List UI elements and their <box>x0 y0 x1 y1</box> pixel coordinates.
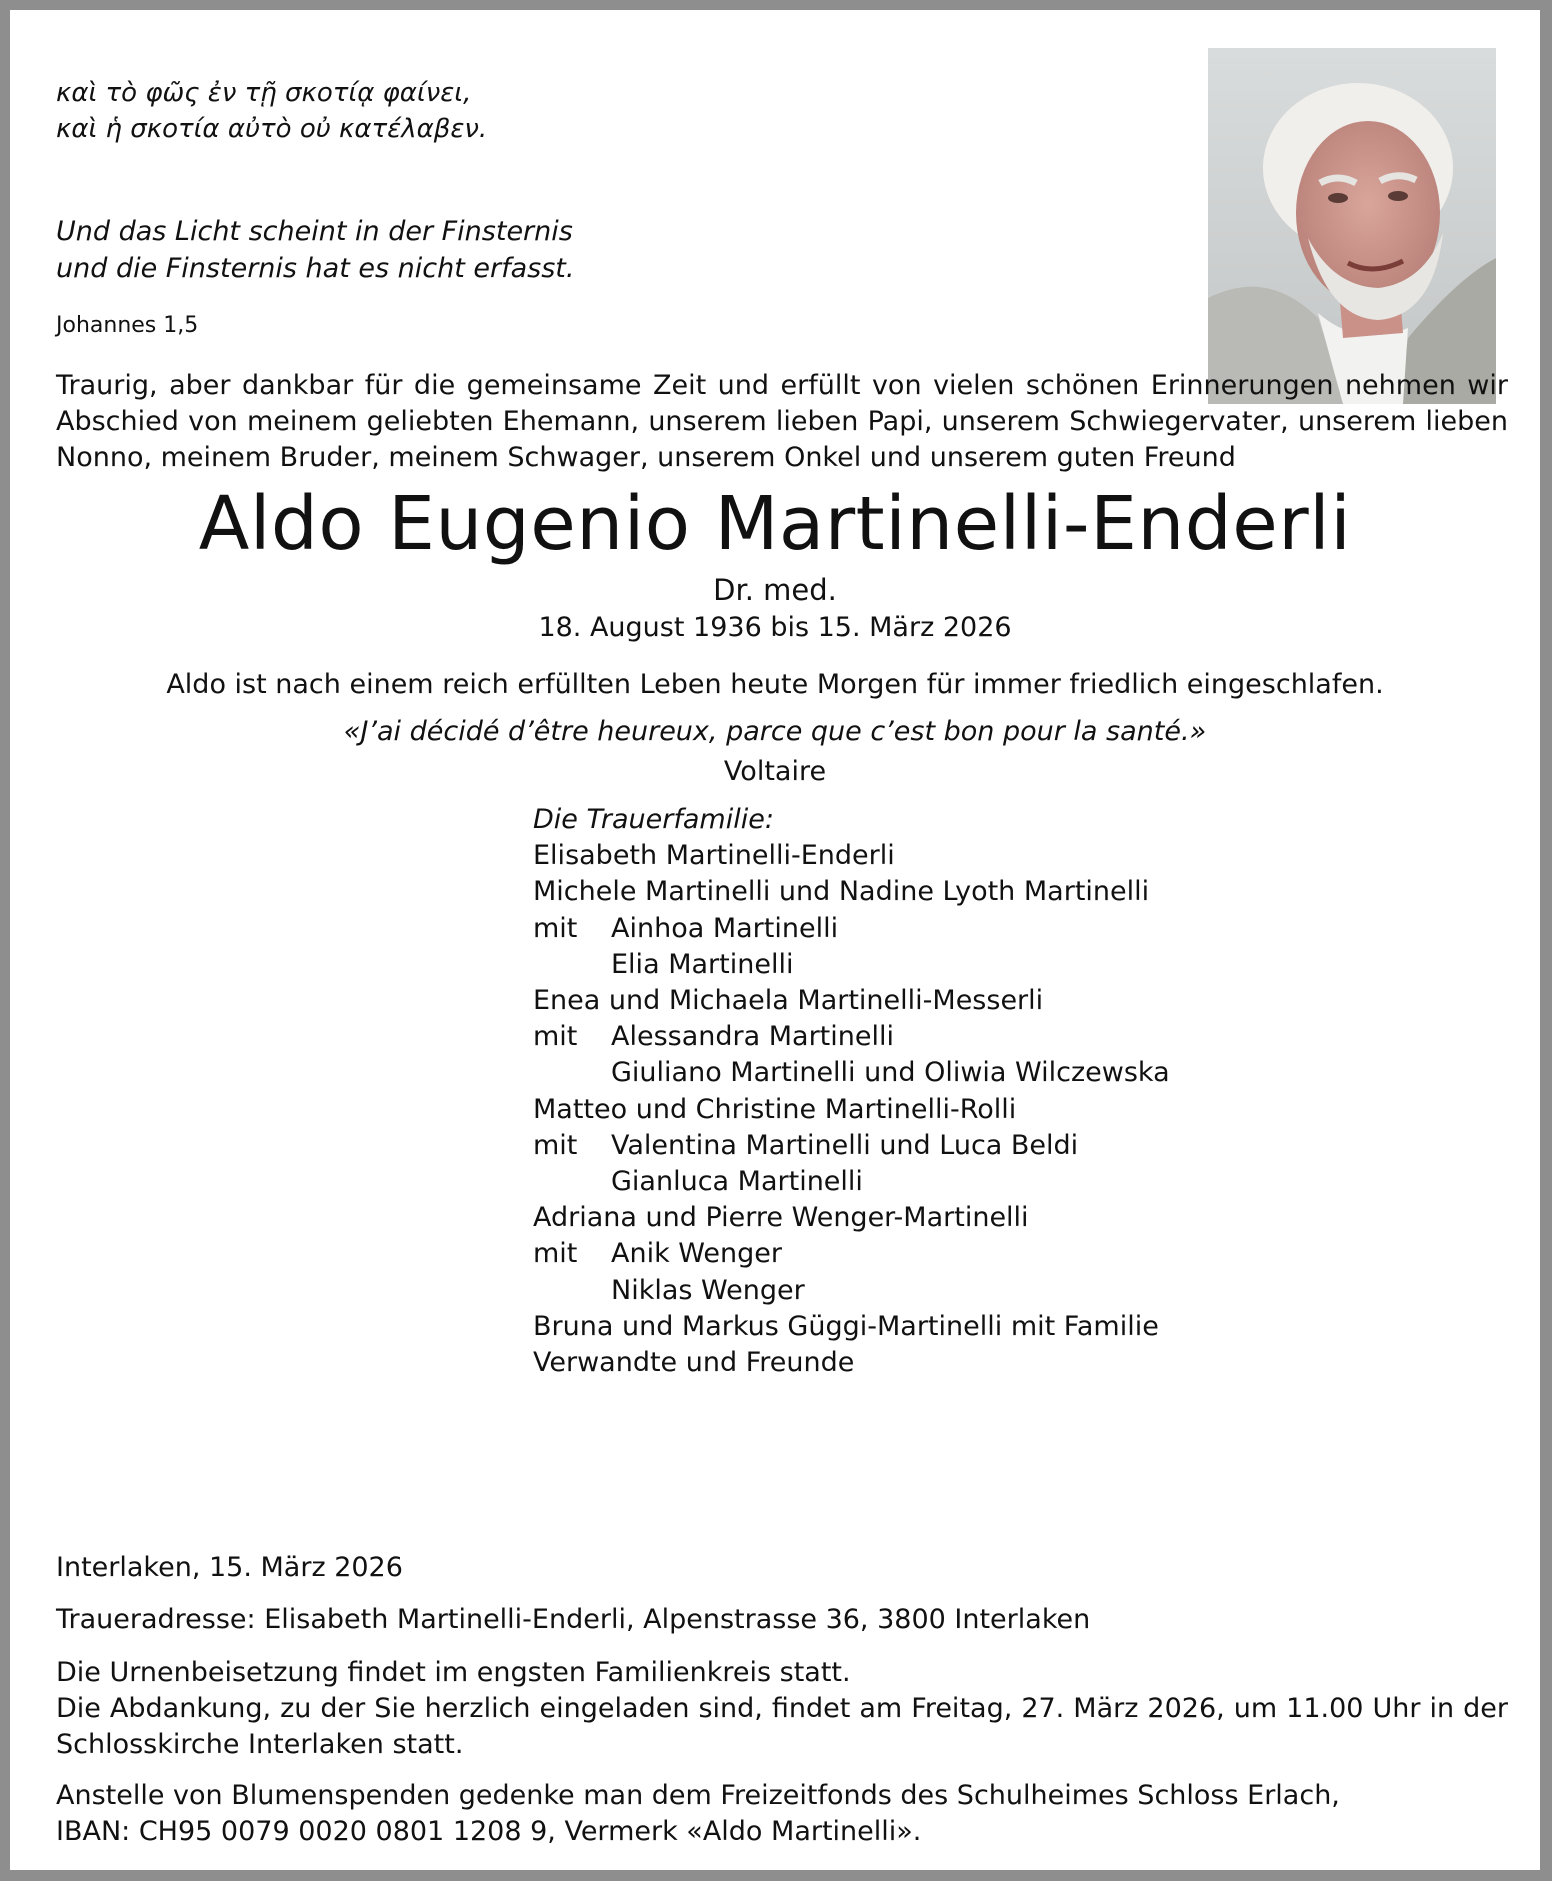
quote: «J’ai décidé d’être heureux, parce que c’est bon pour la santé.» <box>343 716 1207 747</box>
family-member-name: Adriana und Pierre Wenger-Martinelli <box>533 1202 1029 1234</box>
family-member-row <box>533 1236 1170 1272</box>
family-member-name: Alessandra Martinelli <box>611 1021 894 1053</box>
family-member-name: Niklas Wenger <box>611 1274 805 1306</box>
family-rows <box>533 838 1170 1381</box>
family-member-row <box>533 1092 1170 1128</box>
family-member-row <box>533 1055 1170 1091</box>
greek-verse <box>56 75 487 147</box>
family-indent <box>533 1055 611 1091</box>
family-list <box>533 802 1170 1381</box>
ceremony-line: Die Urnenbeisetzung findet im engsten Familienkreis statt. <box>56 1657 851 1688</box>
family-member-row <box>533 874 1170 910</box>
greek-verse-line: καὶ τὸ φῶς ἐν τῇ σκοτίᾳ φαίνει, <box>56 78 472 108</box>
family-member-name: Gianluca Martinelli <box>611 1166 863 1198</box>
family-member-name: Elia Martinelli <box>611 948 794 980</box>
family-member-name: Bruna und Markus Güggi-Martinelli mit Familie <box>533 1310 1159 1342</box>
place-date: Interlaken, 15. März 2026 <box>56 1552 403 1583</box>
deceased-name: Aldo Eugenio Martinelli-Enderli <box>198 481 1352 567</box>
family-member-name: Anik Wenger <box>611 1238 782 1270</box>
donation-info <box>56 1778 1508 1850</box>
family-member-row <box>533 1309 1170 1345</box>
family-member-row <box>533 1128 1170 1164</box>
family-member-name: Michele Martinelli und Nadine Lyoth Martinelli <box>533 876 1150 908</box>
family-member-name: Elisabeth Martinelli-Enderli <box>533 840 895 872</box>
family-member-row <box>533 983 1170 1019</box>
family-member-row <box>533 911 1170 947</box>
german-verse-line: und die Finsternis hat es nicht erfasst. <box>56 253 575 284</box>
family-indent <box>533 1273 611 1309</box>
family-member-name: Ainhoa Martinelli <box>611 912 839 944</box>
family-prefix: mit <box>533 1021 578 1053</box>
passing-text: Aldo ist nach einem reich erfüllten Leben heute Morgen für immer friedlich eingeschlafen. <box>166 669 1384 700</box>
german-verse <box>56 213 574 287</box>
family-member-row <box>533 1200 1170 1236</box>
family-member-row <box>533 1345 1170 1381</box>
family-prefix: mit <box>533 912 578 944</box>
family-member-name: Valentina Martinelli und Luca Beldi <box>611 1129 1079 1161</box>
portrait-photo-icon <box>1208 48 1496 404</box>
ceremony-line: Die Abdankung, zu der Sie herzlich eingeladen sind, findet am Freitag, 27. März 2026, um 11.00 Uhr in der Schlosskirche Interlaken statt. <box>56 1693 1508 1760</box>
quote-author: Voltaire <box>723 756 827 787</box>
family-member-row <box>533 1273 1170 1309</box>
family-member-row <box>533 838 1170 874</box>
academic-title: Dr. med. <box>713 573 837 607</box>
family-prefix: mit <box>533 1129 578 1161</box>
german-verse-line: Und das Licht scheint in der Finsternis <box>56 216 573 247</box>
family-member-name: Matteo und Christine Martinelli-Rolli <box>533 1093 1017 1125</box>
family-heading: Die Trauerfamilie: <box>533 804 774 835</box>
family-member-name: Enea und Michaela Martinelli-Messerli <box>533 985 1044 1017</box>
family-member-name: Giuliano Martinelli und Oliwia Wilczewska <box>611 1057 1170 1089</box>
intro-text: Traurig, aber dankbar für die gemeinsame Zeit und erfüllt von vielen schönen Erinnerungen nehmen wir Abschied von meinem geliebten Ehemann, unserem lieben Papi, unserem Schwiegervater, unserem lieben Nonno, meinem Bruder, meinem Schwager, unserem Onkel und unserem guten Freund <box>56 370 1508 473</box>
family-member-name: Verwandte und Freunde <box>533 1347 855 1379</box>
mourning-address: Traueradresse: Elisabeth Martinelli-Enderli, Alpenstrasse 36, 3800 Interlaken <box>56 1604 1091 1635</box>
family-indent <box>533 1164 611 1200</box>
donation-line: Anstelle von Blumenspenden gedenke man dem Freizeitfonds des Schulheimes Schloss Erlach, <box>56 1780 1340 1811</box>
verse-reference: Johannes 1,5 <box>56 313 199 338</box>
obituary-sheet <box>10 10 1540 1870</box>
greek-verse-line: καὶ ἡ σκοτία αὐτὸ οὐ κατέλαβεν. <box>56 114 488 144</box>
life-dates: 18. August 1936 bis 15. März 2026 <box>538 612 1012 643</box>
family-prefix: mit <box>533 1238 578 1270</box>
family-indent <box>533 947 611 983</box>
family-member-row <box>533 947 1170 983</box>
family-member-row <box>533 1164 1170 1200</box>
ceremony-info <box>56 1655 1508 1763</box>
family-member-row <box>533 1019 1170 1055</box>
donation-line: IBAN: CH95 0079 0020 0801 1208 9, Vermerk «Aldo Martinelli». <box>56 1816 922 1847</box>
